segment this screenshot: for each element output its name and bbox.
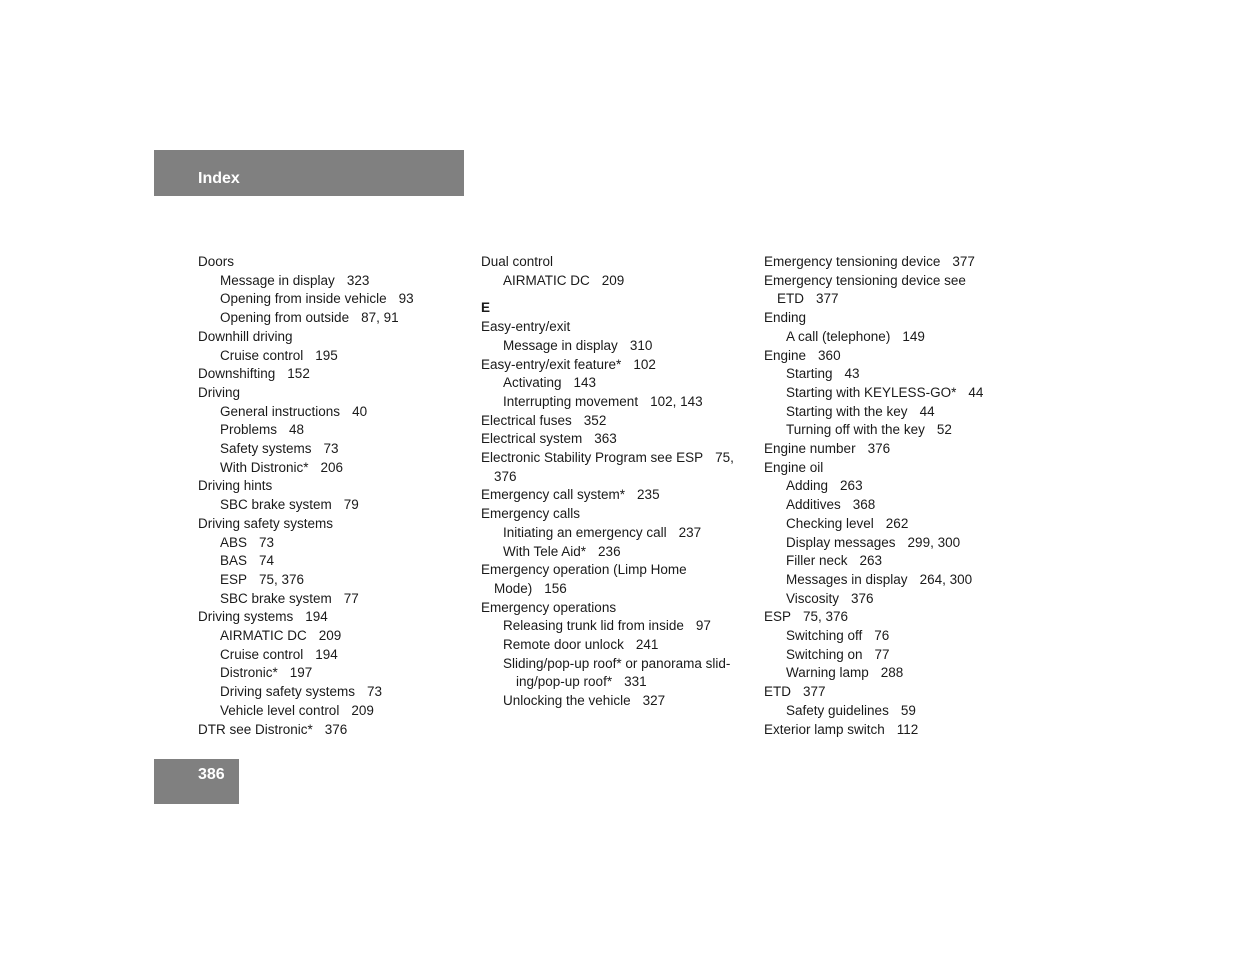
index-page-ref[interactable]: 73 <box>367 684 383 700</box>
page-number-tab <box>154 759 239 804</box>
index-page-ref[interactable]: 263 <box>840 478 863 494</box>
index-page-ref[interactable]: 44 <box>968 384 984 400</box>
index-subentry <box>764 496 1034 515</box>
index-subentry <box>198 702 468 721</box>
index-term: Safety systems <box>220 441 312 457</box>
index-page-ref[interactable]: 288 <box>880 665 904 681</box>
index-page-ref[interactable]: 209 <box>351 702 374 718</box>
page-title: Index <box>198 170 240 187</box>
index-page-ref[interactable]: 377 <box>816 291 839 307</box>
index-page-ref[interactable]: 363 <box>594 431 617 447</box>
index-term: Vehicle level control <box>220 702 340 718</box>
index-entry <box>481 412 751 431</box>
index-subentry <box>198 683 468 702</box>
index-subentry <box>764 534 1034 553</box>
index-term: Engine oil <box>764 459 824 475</box>
index-term: Message in display <box>220 272 335 288</box>
index-subentry <box>764 365 1034 384</box>
index-subentry <box>198 590 468 609</box>
index-term: Emergency tensioning device <box>764 254 941 269</box>
index-page-ref[interactable]: 310 <box>629 337 653 353</box>
index-subentry <box>764 328 1034 347</box>
index-page-ref[interactable]: 43 <box>844 366 860 382</box>
index-term: Viscosity <box>786 590 840 606</box>
index-term: ing/pop-up roof* <box>516 674 613 690</box>
index-page-ref[interactable]: 79 <box>343 497 359 513</box>
index-term: Easy-entry/exit feature* <box>481 356 622 372</box>
index-page-ref[interactable]: 156 <box>544 580 567 596</box>
index-entry <box>198 384 468 403</box>
index-term: Downshifting <box>198 366 276 382</box>
index-subentry <box>198 290 468 309</box>
index-entry <box>198 328 468 347</box>
index-subentry <box>481 543 751 562</box>
index-page-ref[interactable]: 143 <box>573 375 597 391</box>
index-subentry <box>764 627 1034 646</box>
index-page-ref[interactable]: 194 <box>315 646 338 662</box>
index-subentry <box>481 272 751 291</box>
index-page-ref[interactable]: 209 <box>318 628 342 644</box>
index-term: Activating <box>503 375 562 391</box>
index-term: Starting with the key <box>786 403 908 419</box>
index-page-ref[interactable]: 206 <box>320 459 344 475</box>
index-page-ref[interactable]: 73 <box>323 441 339 457</box>
index-subentry <box>198 534 468 553</box>
index-term: Emergency calls <box>481 506 581 522</box>
index-entry <box>481 505 751 524</box>
index-page-ref[interactable]: 262 <box>885 515 909 531</box>
index-term: Initiating an emergency call <box>503 524 667 540</box>
index-page-ref[interactable]: 40 <box>352 403 368 419</box>
index-page-ref[interactable]: 377 <box>803 684 826 700</box>
index-entry <box>198 365 468 384</box>
index-page-ref[interactable]: 48 <box>289 422 305 438</box>
section-gap <box>481 290 751 299</box>
index-subentry <box>198 627 468 646</box>
index-term: Opening from inside vehicle <box>220 291 387 307</box>
index-page-ref[interactable]: 97 <box>695 618 711 634</box>
index-term: Checking level <box>786 515 874 531</box>
index-page-ref[interactable]: 75, 376 <box>803 609 849 625</box>
index-subentry <box>764 477 1034 496</box>
index-term: Releasing trunk lid from inside <box>503 618 684 634</box>
index-page-ref[interactable]: 264, 300 <box>919 571 973 587</box>
index-page-ref[interactable]: 93 <box>398 291 414 307</box>
index-term: Interrupting movement <box>503 393 639 409</box>
index-term: ABS <box>220 534 248 550</box>
index-term: ETD <box>764 684 791 700</box>
index-page-ref[interactable]: 376 <box>324 721 348 737</box>
index-subentry <box>198 403 468 422</box>
index-subentry <box>481 655 751 674</box>
index-term: Ending <box>764 310 807 326</box>
index-entry <box>198 515 468 534</box>
index-term: Starting with KEYLESS-GO* <box>786 384 957 400</box>
index-subentry <box>198 496 468 515</box>
index-entry <box>198 721 468 740</box>
index-term: ESP <box>764 609 792 625</box>
index-entry <box>764 608 1034 627</box>
index-term: Message in display <box>503 337 618 353</box>
header-bar <box>154 150 464 196</box>
index-entry <box>198 608 468 627</box>
index-entry <box>764 309 1034 328</box>
index-term: E <box>481 300 491 316</box>
index-term: Opening from outside <box>220 310 350 326</box>
index-page-ref[interactable]: 352 <box>583 412 607 428</box>
index-subentry <box>764 552 1034 571</box>
index-subentry <box>764 515 1034 534</box>
index-subentry <box>481 524 751 543</box>
index-subentry <box>198 571 468 590</box>
index-term: Remote door unlock <box>503 637 624 653</box>
index-term: Driving systems <box>198 609 294 625</box>
index-term: Emergency tensioning device see <box>764 272 966 288</box>
index-entry <box>481 580 751 599</box>
index-term: Additives <box>786 497 841 513</box>
index-term: Easy-entry/exit <box>481 319 571 335</box>
index-page-ref[interactable]: 377 <box>952 254 975 269</box>
index-page-ref[interactable]: 77 <box>874 646 890 662</box>
index-page-ref[interactable]: 263 <box>859 553 883 569</box>
index-term: Driving hints <box>198 478 273 494</box>
index-subentry <box>764 571 1034 590</box>
index-term: Emergency operation (Limp Home <box>481 562 687 578</box>
index-term: Starting <box>786 366 833 382</box>
index-entry <box>481 430 751 449</box>
index-subentry <box>198 664 468 683</box>
index-page-ref[interactable]: 75, 376 <box>259 571 305 587</box>
index-page-ref[interactable]: 197 <box>289 665 313 681</box>
index-term: Exterior lamp switch <box>764 721 885 737</box>
index-subentry <box>198 646 468 665</box>
index-subentry <box>481 617 751 636</box>
index-term: With Distronic* <box>220 459 309 475</box>
index-subentry <box>198 421 468 440</box>
index-term: Switching on <box>786 646 863 662</box>
index-column-2 <box>481 253 751 711</box>
index-entry <box>481 356 751 375</box>
index-term: SBC brake system <box>220 590 332 606</box>
index-term: BAS <box>220 553 248 569</box>
index-subentry <box>764 646 1034 665</box>
index-term: Messages in display <box>786 571 908 587</box>
index-term: Cruise control <box>220 646 304 662</box>
index-subentry <box>198 552 468 571</box>
index-term: Adding <box>786 478 829 494</box>
index-term: 376 <box>494 468 517 484</box>
index-entry <box>764 272 1034 291</box>
index-page-ref[interactable]: 152 <box>287 366 310 382</box>
index-page-ref[interactable]: 149 <box>902 328 925 344</box>
index-term: Problems <box>220 422 278 438</box>
index-term: Unlocking the vehicle <box>503 693 631 709</box>
index-subentry <box>198 459 468 478</box>
index-page-ref[interactable]: 102, 143 <box>650 393 703 409</box>
index-term: ESP <box>220 571 248 587</box>
index-subentry <box>764 590 1034 609</box>
index-page-ref[interactable]: 360 <box>818 347 841 363</box>
index-page-ref[interactable]: 376 <box>851 590 874 606</box>
index-subentry <box>481 692 751 711</box>
index-column-1 <box>198 253 468 739</box>
index-page-ref[interactable]: 112 <box>896 721 919 737</box>
index-page-ref[interactable]: 368 <box>852 497 876 513</box>
index-page-ref[interactable]: 209 <box>601 272 625 288</box>
index-entry <box>481 561 751 580</box>
index-term: SBC brake system <box>220 497 332 513</box>
page-number: 386 <box>198 766 225 783</box>
index-page-ref[interactable]: 327 <box>642 693 666 709</box>
index-entry <box>764 440 1034 459</box>
index-entry <box>764 290 1034 309</box>
index-term: Safety guidelines <box>786 702 889 718</box>
index-term: Electrical system <box>481 431 583 447</box>
index-subentry <box>481 393 751 412</box>
index-page-ref[interactable]: 74 <box>259 553 275 569</box>
index-term: Emergency operations <box>481 599 617 615</box>
index-term: Doors <box>198 254 235 269</box>
index-entry <box>764 459 1034 478</box>
index-subentry <box>764 664 1034 683</box>
index-page-ref[interactable]: 241 <box>635 637 659 653</box>
index-subentry <box>764 702 1034 721</box>
index-term: General instructions <box>220 403 341 419</box>
index-term: Switching off <box>786 628 863 644</box>
index-entry <box>481 599 751 618</box>
index-subentry <box>764 403 1034 422</box>
index-term: Display messages <box>786 534 896 550</box>
index-subentry <box>198 440 468 459</box>
index-page-ref[interactable]: 299, 300 <box>907 534 961 550</box>
index-page-ref[interactable]: 235 <box>637 487 660 503</box>
index-page-ref[interactable]: 102 <box>633 356 656 372</box>
index-page-ref[interactable]: 76 <box>874 628 890 644</box>
index-term: Sliding/pop-up roof* or panorama slid- <box>503 655 731 671</box>
index-entry <box>198 477 468 496</box>
index-term: Cruise control <box>220 347 304 363</box>
index-term: Distronic* <box>220 665 278 681</box>
index-page-ref[interactable]: 194 <box>305 609 328 625</box>
index-entry <box>481 486 751 505</box>
index-term: Emergency call system* <box>481 487 626 503</box>
index-subentry <box>764 384 1034 403</box>
index-page-ref[interactable]: 52 <box>936 422 952 438</box>
index-term: Filler neck <box>786 553 848 569</box>
index-subentry <box>481 636 751 655</box>
index-entry <box>764 347 1034 366</box>
index-page-ref[interactable]: 236 <box>598 543 621 559</box>
index-term: DTR see Distronic* <box>198 721 313 737</box>
index-subentry <box>481 374 751 393</box>
index-letter-heading <box>481 299 751 318</box>
index-page-ref[interactable]: 77 <box>343 590 359 606</box>
index-entry <box>481 449 751 468</box>
index-term: Dual control <box>481 254 554 269</box>
index-term: Electronic Stability Program see ESP <box>481 450 704 466</box>
index-page-ref[interactable]: 73 <box>259 534 275 550</box>
index-term: AIRMATIC DC <box>220 628 307 644</box>
index-entry <box>481 318 751 337</box>
index-term: Driving <box>198 384 241 400</box>
index-entry <box>764 253 1034 272</box>
index-page-ref[interactable]: 195 <box>315 347 338 363</box>
index-page-ref[interactable]: 75, <box>715 450 734 466</box>
index-entry <box>198 253 468 272</box>
index-page-ref[interactable]: 331 <box>624 674 647 690</box>
index-subentry <box>764 421 1034 440</box>
index-subentry <box>198 309 468 328</box>
index-term: Electrical fuses <box>481 412 572 428</box>
index-term: Driving safety systems <box>198 515 334 531</box>
index-page-ref[interactable]: 237 <box>678 524 702 540</box>
index-term: Driving safety systems <box>220 684 356 700</box>
index-page-ref[interactable]: 87, 91 <box>361 310 399 326</box>
index-page-ref[interactable]: 59 <box>900 702 916 718</box>
index-term: Engine number <box>764 441 856 457</box>
index-term: Engine <box>764 347 807 363</box>
index-page-ref[interactable]: 323 <box>346 272 370 288</box>
index-term: ETD <box>777 291 804 307</box>
index-subentry <box>198 347 468 366</box>
index-term: Downhill driving <box>198 328 293 344</box>
index-page-ref[interactable]: 376 <box>867 441 891 457</box>
index-term: With Tele Aid* <box>503 543 587 559</box>
index-term: A call (telephone) <box>786 328 891 344</box>
index-entry <box>481 468 751 487</box>
index-entry <box>481 253 751 272</box>
index-subentry <box>198 272 468 291</box>
index-term: Warning lamp <box>786 665 869 681</box>
index-entry <box>764 683 1034 702</box>
index-term: Turning off with the key <box>786 422 925 438</box>
index-subentry <box>481 337 751 356</box>
index-column-3 <box>764 253 1034 739</box>
index-entry <box>764 721 1034 740</box>
index-term: Mode) <box>494 580 533 596</box>
index-page-ref[interactable]: 44 <box>919 403 935 419</box>
index-term: AIRMATIC DC <box>503 272 590 288</box>
index-subentry <box>481 673 751 692</box>
